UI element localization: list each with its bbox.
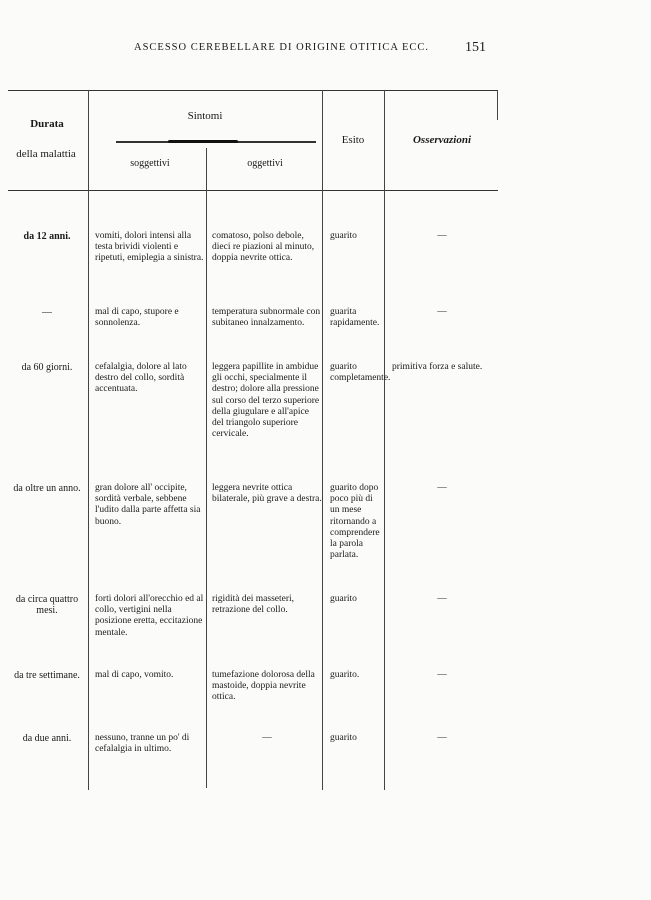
cell-oggettivi: rigidità dei masseteri, retrazione del collo. — [212, 594, 295, 616]
cell-durata: da 12 anni. — [23, 231, 71, 242]
cell-oggettivi: leggera papillite in ambidue gli occhi, specialmente il destro; dolore alla pressione sul corso del terzo superiore della giugulare e all'apice del triangolo superiore cervicale. — [212, 362, 320, 440]
cell-soggettivi: nessuno, tranne un po' di cefalalgia in ultimo. — [95, 733, 190, 755]
header-durata: Durata — [30, 118, 64, 130]
column-divider-1 — [88, 90, 89, 790]
cell-soggettivi: forti dolori all'orecchio ed al collo, vertigini nella posizione eretta, eccitazione mentale. — [95, 594, 204, 638]
header-esito: Esito — [341, 134, 365, 146]
cell-osservazioni: primitiva forza e salute. — [392, 362, 483, 372]
cell-soggettivi: cefalalgia, dolore al lato destro del collo, sordità accentuata. — [95, 362, 187, 395]
cell-soggettivi: mal di capo, vomito. — [95, 670, 174, 680]
cell-esito: guarito — [330, 594, 357, 604]
column-divider-3 — [322, 90, 323, 790]
header-oggettivi: oggettivi — [247, 158, 283, 169]
cell-osservazioni: — — [437, 483, 447, 493]
cell-durata: da circa quattro mesi. — [15, 594, 79, 617]
table-top-rule — [8, 90, 498, 91]
cell-oggettivi: leggera nevrite ottica bilaterale, più grave a destra. — [212, 483, 322, 505]
cell-esito: guarito completamente. — [330, 362, 391, 384]
cell-oggettivi: — — [262, 733, 272, 743]
cell-soggettivi: mal di capo, stupore e sonnolenza. — [95, 307, 179, 329]
cell-osservazioni: — — [437, 670, 447, 680]
column-divider-4 — [384, 90, 385, 790]
cell-osservazioni: — — [437, 733, 447, 743]
cell-esito: guarita rapidamente. — [330, 307, 380, 329]
cell-soggettivi: gran dolore all' occipite, sordità verbale, sebbene l'udito dalla parte affetta sia buono. — [95, 483, 201, 527]
cell-osservazioni: — — [437, 307, 447, 317]
cell-esito: guarito. — [330, 670, 360, 680]
header-soggettivi: soggettivi — [130, 158, 170, 169]
cell-durata: da due anni. — [22, 733, 72, 744]
header-della-malattia: della malattia — [16, 148, 76, 160]
header-sintomi: Sintomi — [187, 110, 223, 122]
cell-durata: da 60 giorni. — [21, 362, 73, 373]
column-divider-5 — [497, 90, 498, 120]
header-bottom-rule — [8, 190, 498, 191]
cell-esito: guarito dopo poco più di un mese ritornando a comprendere la parola parlata. — [330, 483, 380, 561]
cell-oggettivi: tumefazione dolorosa della mastoide, doppia nevrite ottica. — [212, 670, 315, 703]
cell-durata: — — [42, 307, 52, 318]
column-divider-2 — [206, 148, 207, 788]
cell-soggettivi: vomiti, dolori intensi alla testa brividi violenti e ripetuti, emiplegia a sinistra. — [95, 231, 204, 264]
cell-osservazioni: — — [437, 231, 447, 241]
cell-oggettivi: temperatura subnormale con subitaneo innalzamento. — [212, 307, 321, 329]
running-header: ASCESSO CEREBELLARE DI ORIGINE OTITICA ECC. — [134, 42, 429, 53]
cell-durata: da tre settimane. — [14, 670, 80, 681]
header-osservazioni: Osservazioni — [412, 134, 472, 146]
sintomi-rule-swell — [168, 140, 238, 143]
cell-osservazioni: — — [437, 594, 447, 604]
cell-esito: guarito — [330, 733, 357, 743]
cell-durata: da oltre un anno. — [13, 483, 81, 494]
page-number: 151 — [465, 40, 486, 55]
cell-oggettivi: comatoso, polso debole, dieci re piazioni al minuto, doppia nevrite ottica. — [212, 231, 315, 264]
cell-esito: guarito — [330, 231, 357, 241]
